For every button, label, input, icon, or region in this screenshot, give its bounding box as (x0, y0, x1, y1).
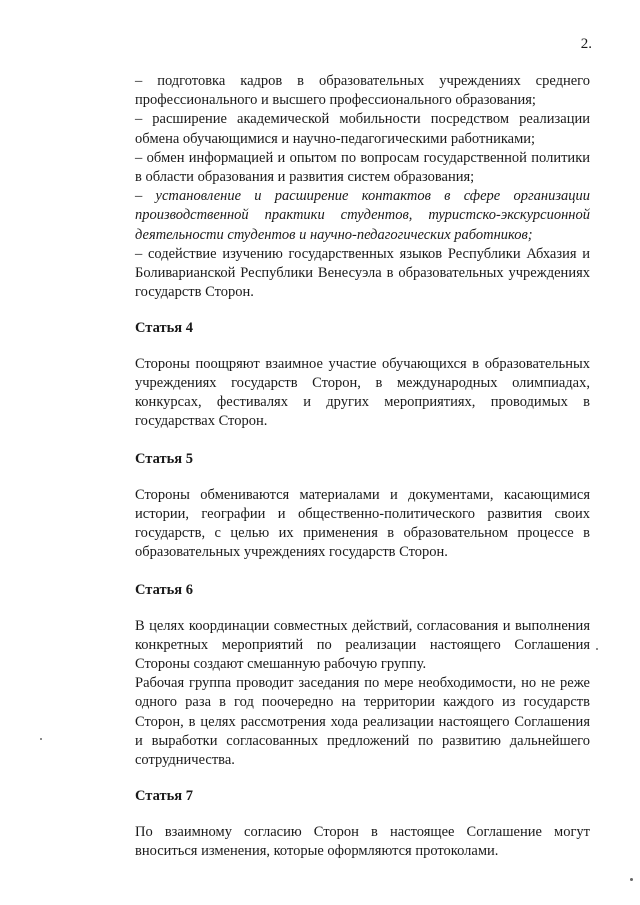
list-item: – подготовка кадров в образовательных учреждениях среднего профессионального и высшего профессионального образования; (135, 73, 590, 109)
article-6-paragraph-2: Рабочая группа проводит заседания по мере необходимости, но не реже одного раза в год поочередно на территории каждого из государств Сторон, в целях рассмотрения хода реализации настоящего Соглашения и выработки согласованных предложений по развитию дальнейшего сотрудничества. (135, 675, 590, 769)
bullet-list (135, 72, 590, 302)
article-4-paragraph: Стороны поощряют взаимное участие обучающихся в образовательных учреждениях государств Сторон, в международных олимпиадах, конкурсах, фестивалях и других мероприятиях, проводимых в государствах Сторон. (135, 355, 590, 430)
article-5-paragraph: Стороны обмениваются материалами и документами, касающимися истории, географии и общественно-политического развития своих государств, с целью их применения в образовательном процессе в образовательных учреждениях государств Сторон. (135, 486, 590, 561)
scan-speck (630, 878, 633, 881)
article-7-paragraph: По взаимному согласию Сторон в настоящее Соглашение могут вноситься изменения, которые оформляются протоколами. (135, 823, 590, 859)
document-body (135, 72, 590, 861)
article-6-paragraph-1: В целях координации совместных действий, согласования и выполнения конкретных мероприятий по реализации настоящего Соглашения Стороны создают смешанную рабочую группу. (135, 617, 590, 673)
list-item: – обмен информацией и опытом по вопросам государственной политики в области образования и развития систем образования; (135, 149, 590, 186)
scan-speck (596, 648, 598, 650)
article-6-heading: Статья 6 (135, 582, 193, 599)
article-7-heading: Статья 7 (135, 788, 193, 805)
list-item: – содействие изучению государственных языков Республики Абхазия и Боливарианской Республики Венесуэла в образовательных учреждениях государств Сторон. (135, 245, 590, 301)
scan-speck (40, 738, 42, 740)
article-4-heading: Статья 4 (135, 320, 193, 337)
article-5-heading: Статья 5 (135, 451, 193, 468)
page-number: 2. (580, 36, 592, 52)
list-item: – установление и расширение контактов в сфере организации производственной практики студентов, туристско-экскурсионной деятельности студентов и научно-педагогических работников; (135, 188, 590, 243)
list-item: – расширение академической мобильности посредством реализации обмена обучающимися и научно-педагогическими работниками; (135, 111, 590, 147)
